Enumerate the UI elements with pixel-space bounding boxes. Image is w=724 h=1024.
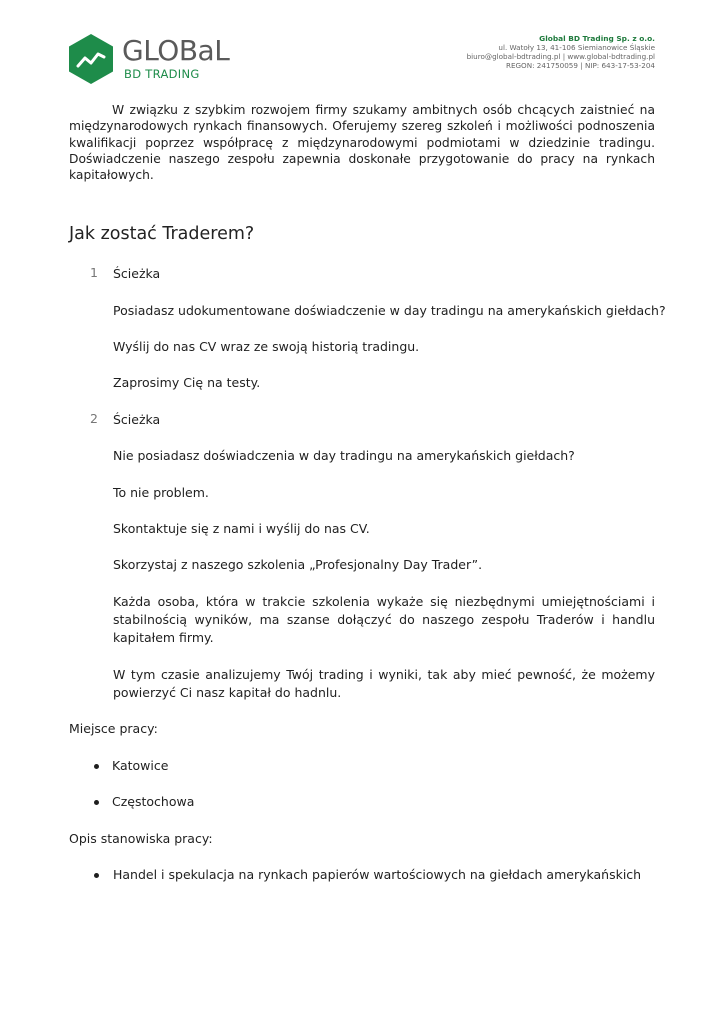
path-number: 1 [90, 265, 98, 280]
path-line: Skorzystaj z naszego szkolenia „Profesjonalny Day Trader”. [113, 557, 483, 572]
list-item: Katowice [112, 758, 169, 773]
workplace-label: Miejsce pracy: [69, 721, 158, 736]
path-line: Posiadasz udokumentowane doświadczenie w day tradingu na amerykańskich giełdach? [113, 303, 666, 318]
path-paragraph: W tym czasie analizujemy Twój trading i wyniki, tak aby mieć pewność, że możemy powierzyć Ci nasz kapitał do hadnlu. [113, 667, 655, 700]
company-contact: biuro@global-bdtrading.pl | www.global-bdtrading.pl [466, 52, 655, 62]
path-line: Nie posiadasz doświadczenia w day tradingu na amerykańskich giełdach? [113, 448, 575, 463]
logo-hexagon-icon [68, 33, 114, 85]
company-registry: REGON: 241750059 | NIP: 643-17-53-204 [505, 61, 655, 71]
company-name: Global BD Trading Sp. z o.o. [539, 34, 655, 43]
description-label: Opis stanowiska pracy: [69, 831, 213, 846]
intro-paragraph: W związku z szybkim rozwojem firmy szukamy ambitnych osób chcących zaistnieć na międzynarodowych rynkach finansowych. Oferujemy szereg szkoleń i możliwości podnoszenia kwalifikacji poprzez współpracę z międzynarodowymi podmiotami w dziedzinie tradingu. Doświadczenie naszego zespołu zapewnia doskonałe przygotowanie do pracy na rynkach kapitałowych. [69, 103, 655, 183]
logo-subtitle: BD TRADING [124, 67, 200, 81]
company-address: ul. Watoły 13, 41-106 Siemianowice Śląskie [498, 43, 655, 53]
bullet-icon [94, 873, 99, 878]
bullet-icon [94, 764, 99, 769]
list-item: Częstochowa [112, 794, 195, 809]
path-title: Ścieżka [113, 266, 161, 281]
company-info [467, 34, 655, 70]
path-number: 2 [90, 411, 98, 426]
logo-title: GLOBaL [122, 34, 230, 67]
path-title: Ścieżka [113, 412, 161, 427]
path-line: Zaprosimy Cię na testy. [113, 375, 261, 390]
path-line: Wyślij do nas CV wraz ze swoją historią tradingu. [113, 339, 420, 354]
bullet-icon [94, 800, 99, 805]
path-line: To nie problem. [113, 485, 209, 500]
path-line: Skontaktuje się z nami i wyślij do nas CV. [113, 521, 370, 536]
section-heading: Jak zostać Traderem? [69, 224, 255, 244]
path-paragraph: Każda osoba, która w trakcie szkolenia wykaże się niezbędnymi umiejętnościami i stabilnością wyników, ma szanse dołączyć do naszego zespołu Traderów i handlu kapitałem firmy. [113, 594, 655, 645]
list-item: Handel i spekulacja na rynkach papierów wartościowych na giełdach amerykańskich [113, 867, 642, 882]
company-logo [68, 33, 230, 87]
